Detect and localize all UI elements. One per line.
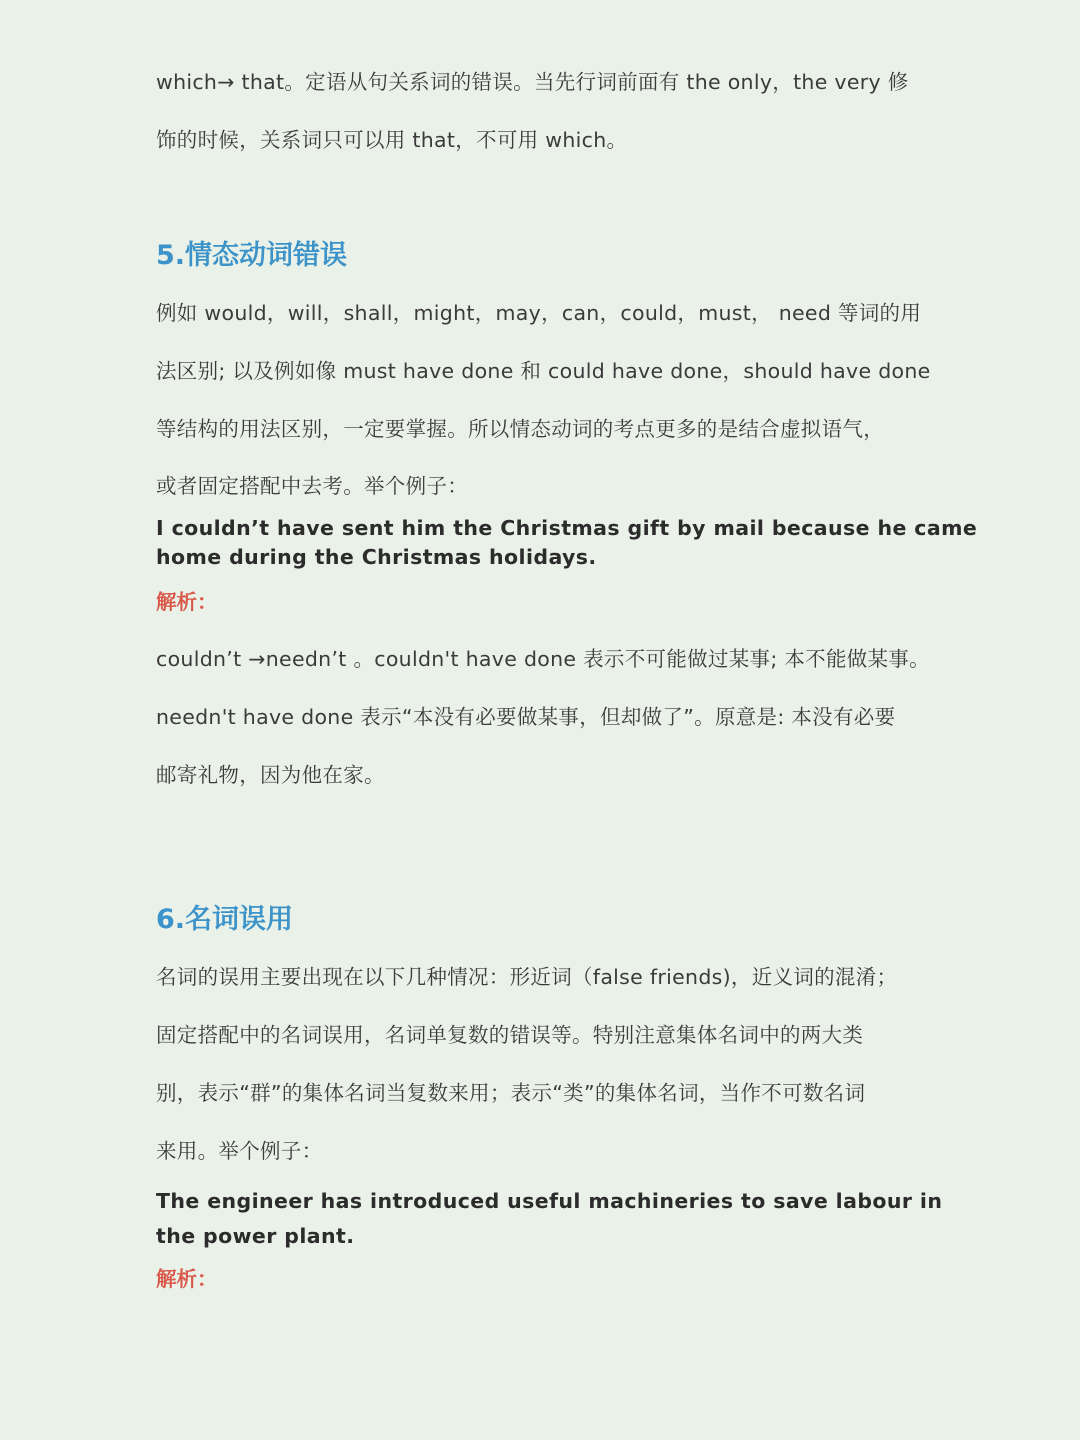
analysis-line: 邮寄礼物，因为他在家。 — [156, 763, 385, 787]
example-sentence-line: The engineer has introduced useful machineries to save labour in — [156, 1189, 943, 1213]
body-line: 别，表示“群”的集体名词当复数来用；表示“类”的集体名词，当作不可数名词 — [156, 1081, 866, 1105]
analysis-line: needn't have done 表示“本没有必要做某事，但却做了”。原意是: 本没有必要 — [156, 705, 896, 729]
example-sentence-line: I couldn’t have sent him the Christmas gift by mail because he came — [156, 516, 978, 540]
intro-line: 饰的时候，关系词只可以用 that，不可用 which。 — [156, 128, 628, 152]
analysis-label: 解析： — [156, 1267, 218, 1291]
analysis-line: couldn’t →needn’t 。couldn't have done 表示不可能做过某事; 本不能做某事。 — [156, 647, 930, 671]
body-line: 或者固定搭配中去考。举个例子： — [156, 474, 468, 498]
intro-line: which→ that。定语从句关系词的错误。当先行词前面有 the only，the very 修 — [156, 70, 909, 94]
analysis-label: 解析： — [156, 590, 218, 614]
body-line: 名词的误用主要出现在以下几种情况：形近词（false friends)，近义词的混淆； — [156, 965, 898, 989]
body-line: 例如 would，will，shall，might，may，can，could，must， need 等词的用 — [156, 301, 922, 325]
example-sentence-line: home during the Christmas holidays. — [156, 545, 597, 569]
body-line: 法区别; 以及例如像 must have done 和 could have done，should have done — [156, 359, 931, 383]
section-heading: 5.情态动词错误 — [156, 240, 348, 271]
section-heading: 6.名词误用 — [156, 904, 294, 935]
body-line: 来用。举个例子： — [156, 1139, 323, 1163]
body-line: 等结构的用法区别，一定要掌握。所以情态动词的考点更多的是结合虚拟语气， — [156, 417, 884, 441]
example-sentence-line: the power plant. — [156, 1224, 355, 1248]
body-line: 固定搭配中的名词误用，名词单复数的错误等。特别注意集体名词中的两大类 — [156, 1023, 864, 1047]
